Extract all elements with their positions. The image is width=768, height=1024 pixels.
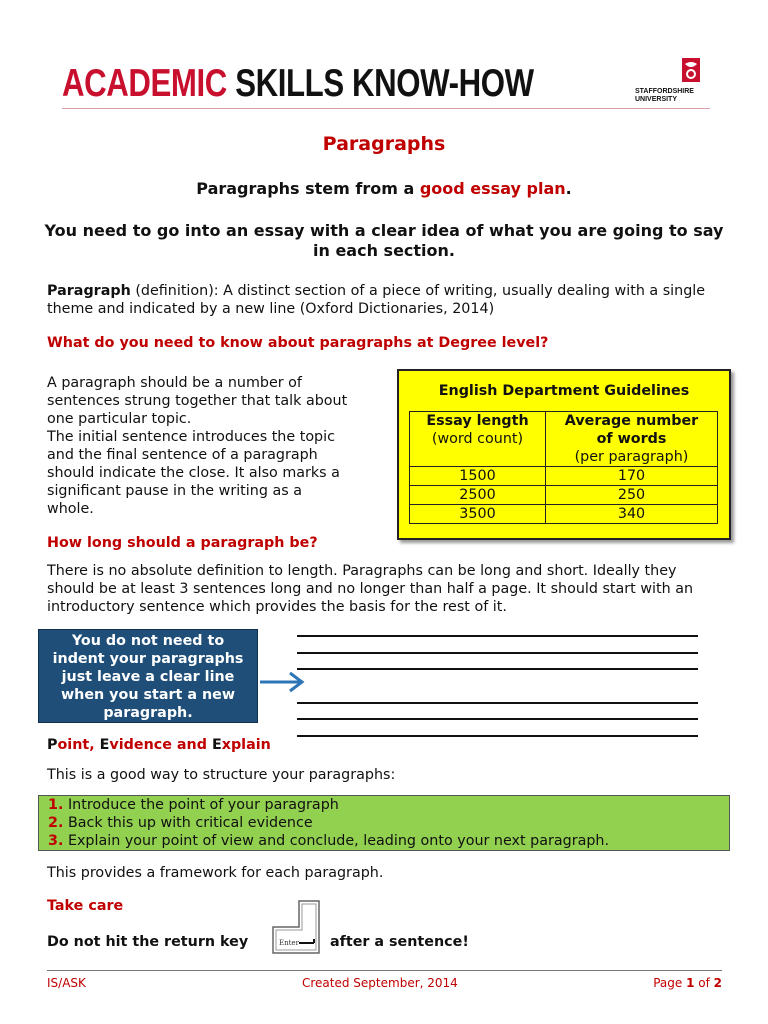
col2-subheader: (per paragraph): [574, 449, 689, 465]
example-text-line: [297, 635, 698, 637]
list-item: [48, 832, 729, 850]
table-row: [410, 467, 718, 486]
guidelines-box: [397, 369, 731, 540]
section1-line: significant pause in the writing as a: [47, 483, 302, 499]
example-text-line: [297, 702, 698, 704]
brand-wordmark: [62, 62, 534, 106]
university-name: [635, 88, 694, 104]
table-cell: 1500: [410, 467, 546, 486]
footer-created: Created September, 2014: [302, 976, 458, 990]
callout-line: paragraph.: [103, 705, 193, 721]
heading-part: vidence and: [109, 737, 212, 753]
section1-line: one particular topic.: [47, 411, 192, 427]
col2-header-line1: Average number: [564, 413, 699, 429]
table-cell: 2500: [410, 486, 546, 505]
definition-term: Paragraph: [47, 283, 131, 299]
page-prefix: Page: [653, 976, 687, 990]
table-header-cell: [410, 412, 546, 467]
example-text-line: [297, 735, 698, 737]
callout-line: indent your paragraphs: [52, 651, 244, 667]
section3-intro: This is a good way to structure your paragraphs:: [47, 767, 396, 783]
step-text: Introduce the point of your paragraph: [67, 797, 339, 813]
table-cell: 170: [546, 467, 718, 486]
list-item: [48, 796, 729, 814]
section1-line: A paragraph should be a number of: [47, 375, 302, 391]
section3-outro: This provides a framework for each paragraph.: [47, 865, 384, 881]
table-cell: 250: [546, 486, 718, 505]
col1-header: Essay length: [426, 413, 529, 429]
footer-divider: [47, 970, 722, 971]
heading-letter-p: P: [47, 737, 58, 753]
lead-text-after: .: [565, 179, 572, 198]
section1-line: sentences strung together that talk about: [47, 393, 348, 409]
page-of: of: [694, 976, 714, 990]
section1-line: should indicate the close. It also marks a: [47, 465, 340, 481]
brand-part-skills: SKILLS KNOW-HOW: [235, 62, 534, 105]
section-heading-length: How long should a paragraph be?: [47, 535, 318, 551]
footer-page-number: [653, 976, 722, 990]
heading-letter-e: E: [99, 737, 110, 753]
arrow-right-icon: [258, 670, 306, 694]
definition-paragraph: [47, 282, 737, 318]
step-number: 2.: [48, 815, 64, 831]
heading-part: oint,: [57, 737, 100, 753]
section-heading-pee: [47, 737, 271, 753]
section2-body: There is no absolute definition to length. Paragraphs can be long and short. Ideally they should be at least 3 sentences long and no longer than half a page. It should start with an introductory sentence which provides the basis for the rest of it.: [47, 563, 694, 615]
guidelines-title: English Department Guidelines: [438, 383, 690, 399]
footer-left: IS/ASK: [47, 976, 86, 990]
step-number: 1.: [48, 797, 64, 813]
brand-part-academic: ACADEMIC: [62, 62, 227, 105]
heading-letter-e: E: [211, 737, 222, 753]
example-text-line: [297, 668, 698, 670]
enter-key-label: Enter: [279, 939, 299, 947]
callout-line: when you start a new: [60, 687, 236, 703]
table-header-cell: [546, 412, 718, 467]
col2-header-line2: of words: [596, 431, 667, 447]
university-name-line1: STAFFORDSHIRE: [635, 88, 694, 95]
page-current: 1: [686, 976, 695, 990]
header-divider: [62, 108, 710, 109]
steps-box: [38, 795, 730, 851]
page-total: 2: [713, 976, 722, 990]
university-name-line2: UNIVERSITY: [635, 96, 678, 103]
table-cell: 340: [546, 505, 718, 524]
callout-line: You do not need to: [71, 633, 225, 649]
step-text: Back this up with critical evidence: [67, 815, 313, 831]
heading-part: xplain: [221, 737, 271, 753]
enter-key-icon: [271, 899, 321, 955]
example-text-line: [297, 652, 698, 654]
take-care-text-before: Do not hit the return key: [47, 934, 249, 950]
section1-line: and the final sentence of a paragraph: [47, 447, 318, 463]
example-text-line: [297, 718, 698, 720]
section-heading-take-care: Take care: [47, 898, 124, 914]
lead-sentence: [0, 179, 768, 198]
lead-highlight: good essay plan: [419, 179, 566, 198]
section-heading-degree-level: What do you need to know about paragraphs at Degree level?: [47, 335, 549, 351]
lead-statement: You need to go into an essay with a clear idea of what you are going to say in each section.: [44, 221, 724, 260]
definition-text: (definition): A distinct section of a piece of writing, usually dealing with a single theme and indicated by a new line (Oxford Dictionaries, 2014): [47, 283, 706, 317]
table-cell: 3500: [410, 505, 546, 524]
indent-callout: [38, 629, 258, 723]
callout-line: just leave a clear line: [61, 669, 235, 685]
take-care-text-after: after a sentence!: [330, 934, 469, 950]
col1-subheader: (word count): [431, 431, 524, 447]
page-title: Paragraphs: [322, 133, 446, 155]
lead-text-before: Paragraphs stem from a: [196, 179, 420, 198]
table-row: [410, 486, 718, 505]
table-header-row: [410, 412, 718, 467]
section1-body: [47, 374, 387, 518]
table-row: [410, 505, 718, 524]
guidelines-table: [409, 411, 718, 524]
step-text: Explain your point of view and conclude, leading onto your next paragraph.: [67, 833, 610, 849]
section1-line: whole.: [47, 501, 94, 517]
list-item: [48, 814, 729, 832]
step-number: 3.: [48, 833, 64, 849]
section1-line: The initial sentence introduces the topic: [47, 429, 335, 445]
